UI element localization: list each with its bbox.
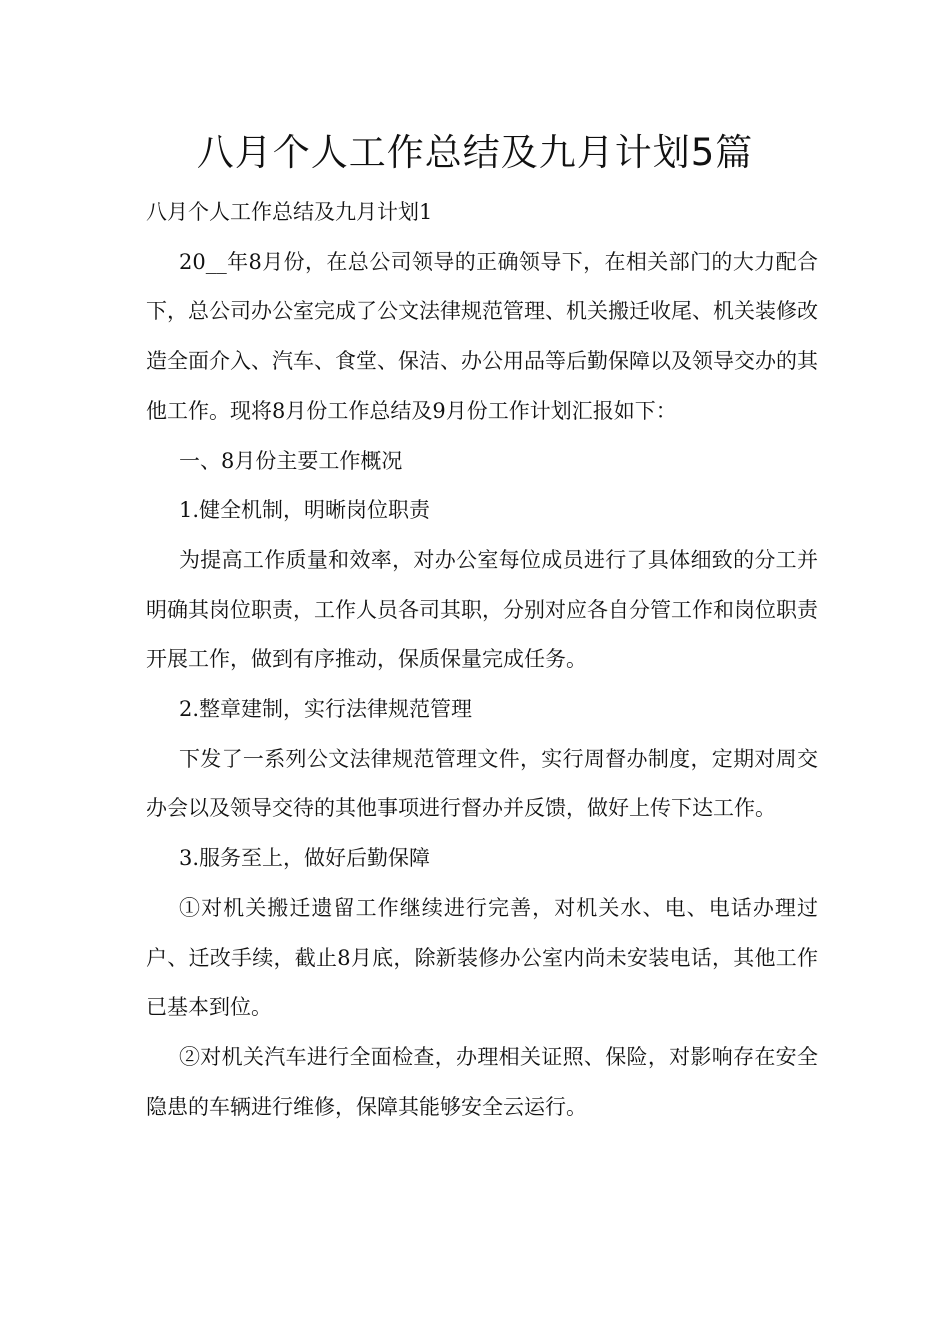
section-heading: 八月个人工作总结及九月计划1	[146, 200, 433, 224]
paragraph: 为提高工作质量和效率，对办公室每位成员进行了具体细致的分工并明确其岗位职责，工作人员各司其职，分别对应各自分管工作和岗位职责开展工作，做到有序推动，保质保量完成任务。	[146, 547, 818, 672]
paragraph: 下发了一系列公文法律规范管理文件，实行周督办制度，定期对周交办会以及领导交待的其他事项进行督办并反馈，做好上传下达工作。	[146, 746, 818, 821]
paragraph: 3.服务至上，做好后勤保障	[179, 846, 431, 871]
paragraph: ①对机关搬迁遗留工作继续进行完善，对机关水、电、电话办理过户、迁改手续，截止8月底，除新装修办公室内尚未安装电话，其他工作已基本到位。	[146, 895, 818, 1020]
paragraph: 一、8月份主要工作概况	[179, 448, 403, 473]
document-title: 八月个人工作总结及九月计划5篇	[196, 131, 754, 174]
paragraph: 1.健全机制，明晰岗位职责	[179, 498, 431, 523]
paragraph: ②对机关汽车进行全面检查，办理相关证照、保险，对影响存在安全隐患的车辆进行维修，保障其能够安全云运行。	[146, 1044, 818, 1119]
document-body	[146, 188, 818, 1132]
paragraph: 2.整章建制，实行法律规范管理	[179, 697, 473, 722]
paragraph: 20__年8月份，在总公司领导的正确领导下，在相关部门的大力配合下，总公司办公室完成了公文法律规范管理、机关搬迁收尾、机关装修改造全面介入、汽车、食堂、保洁、办公用品等后勤保障以及领导交办的其他工作。现将8月份工作总结及9月份工作计划汇报如下：	[146, 249, 818, 423]
